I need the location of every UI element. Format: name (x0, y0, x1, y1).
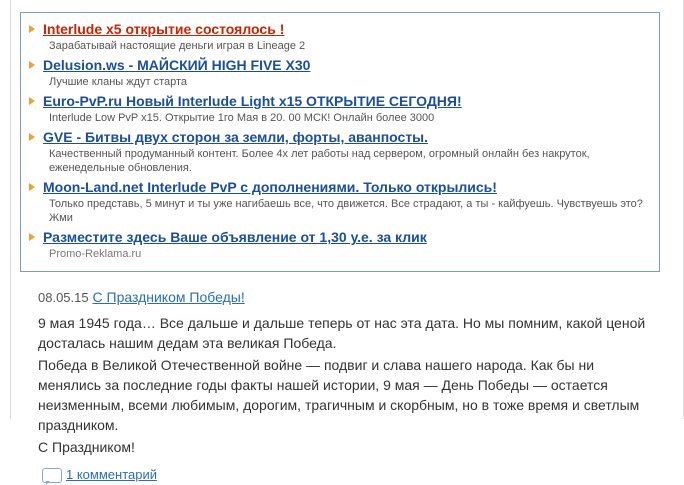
comments-row[interactable] (38, 467, 650, 482)
post-date: 08.05.15 (38, 290, 89, 305)
comments-link[interactable]: 1 комментарий (66, 467, 157, 482)
bullet-arrow-icon (29, 97, 35, 105)
content-column (20, 0, 668, 482)
post-header (38, 288, 650, 307)
ad-title-link[interactable]: Euro-PvP.ru Новый Interlude Light x15 ОТКРЫТИЕ СЕГОДНЯ! (43, 93, 462, 109)
ad-title-link[interactable]: GVE - Битвы двух сторон за земли, форты, аванпосты. (43, 129, 429, 145)
left-border-rule (10, 0, 11, 419)
ad-description: Лучшие кланы ждут старта (49, 76, 188, 88)
ad-item[interactable] (29, 93, 649, 125)
post-paragraph: Победа в Великой Отечественной войне — подвиг и слава нашего народа. Как бы ни менялись за последние годы факты нашей истории, 9 мая — День Победы — остается неизменным, всеми любимым, дорогим, трагичным и скорбным, но в тоже время и светлым праздником. (38, 357, 640, 433)
post-paragraph: С Праздником! (38, 439, 135, 455)
ad-description: Interlude Low PvP x15. Открытие 1го Мая в 20. 00 МСК! Онлайн более 3000 (49, 112, 435, 124)
bullet-arrow-icon (29, 61, 35, 69)
ad-item[interactable] (29, 21, 649, 53)
comment-bubble-icon (42, 468, 62, 483)
post-title-link[interactable]: С Праздником Победы! (92, 289, 245, 305)
ad-item[interactable] (29, 57, 649, 89)
post-paragraph: 9 мая 1945 года… Все дальше и дальше теперь от нас эта дата. Но мы помним, какой ценой досталась нашим дедам эта великая Победа. (38, 315, 646, 351)
ad-description: Только представь, 5 минут и ты уже нагибаешь все, что движется. Все страдают, а ты - кайфуешь. Чувствуешь это? Жми (49, 198, 643, 224)
ad-item[interactable] (29, 179, 649, 225)
ad-title-link[interactable]: Interlude x5 открытие состоялось ! (43, 21, 285, 37)
ad-block (20, 12, 660, 272)
bullet-arrow-icon (29, 183, 35, 191)
bullet-arrow-icon (29, 25, 35, 33)
bullet-arrow-icon (29, 133, 35, 141)
ad-item[interactable] (29, 229, 649, 261)
post-body (38, 313, 650, 457)
ad-description: Качественный продуманный контент. Более 4х лет работы над сервером, огромный онлайн без накруток, еженедельные обновления. (49, 148, 590, 174)
ad-title-link[interactable]: Разместите здесь Ваше объявление от 1,30 у.е. за клик (43, 229, 427, 245)
ad-title-link[interactable]: Moon-Land.net Interlude PvP с дополнениями. Только открылись! (43, 179, 497, 195)
ad-title-link[interactable]: Delusion.ws - МАЙСКИЙ HIGH FIVE X30 (43, 57, 311, 73)
ad-description: Зарабатывай настоящие деньги играя в Lineage 2 (49, 40, 306, 52)
ad-description: Promo-Reklama.ru (49, 248, 142, 260)
bullet-arrow-icon (29, 233, 35, 241)
ad-item[interactable] (29, 129, 649, 175)
blog-post (20, 288, 650, 482)
